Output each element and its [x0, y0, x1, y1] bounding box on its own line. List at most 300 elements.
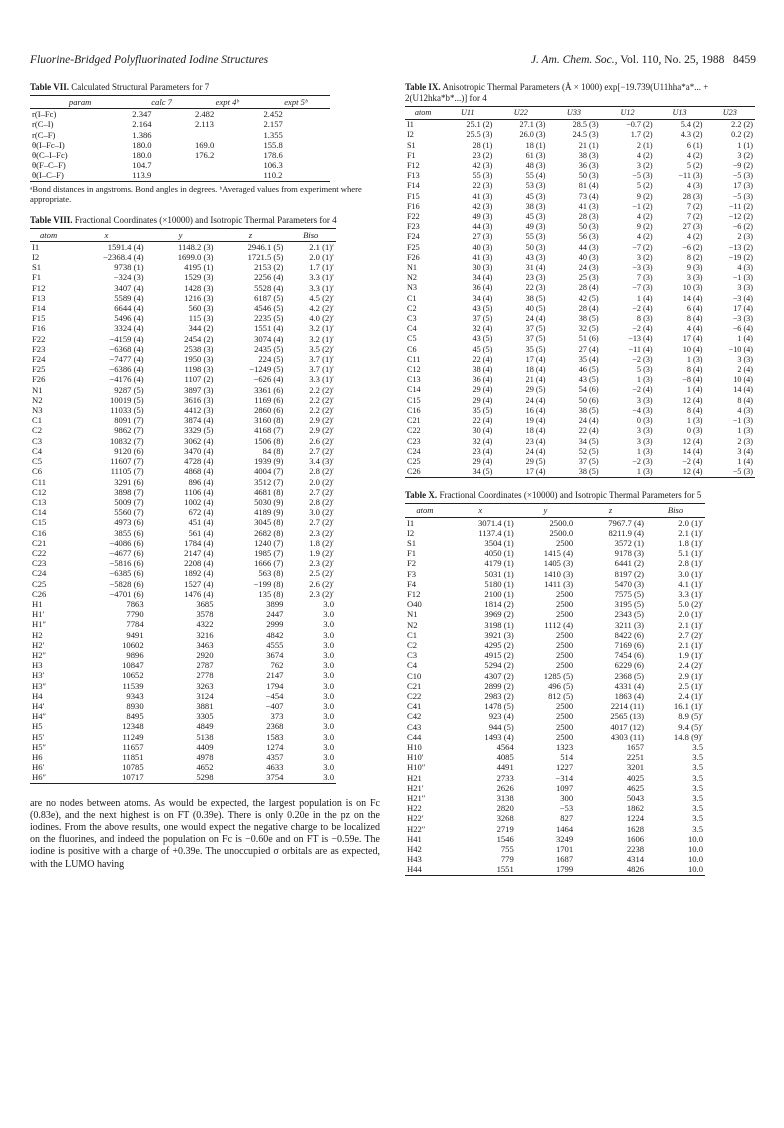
- table9-cell: 3 (3): [737, 283, 753, 293]
- table10-cell: 2983 (2): [484, 690, 514, 701]
- table8-cell: 7863: [126, 598, 144, 609]
- table8-cell: C14: [32, 507, 47, 518]
- table-row: [30, 140, 330, 150]
- table-row: [405, 416, 755, 426]
- table8-cell: C15: [32, 517, 47, 528]
- table9-cell: F24: [407, 232, 420, 242]
- table10-cell: 3195 (5): [614, 599, 645, 610]
- table9-cell: 2 (3): [737, 232, 753, 242]
- table9-cell: F14: [407, 181, 420, 191]
- table7-cell: 104.7: [132, 160, 152, 171]
- table8-cell: 3.0: [323, 721, 334, 732]
- table9-cell: 23 (4): [525, 436, 546, 446]
- table-row: [30, 170, 330, 181]
- table9-cell: 3 (2): [636, 252, 653, 262]
- table-row: [30, 395, 336, 405]
- table-row: [30, 272, 336, 282]
- table-row: [30, 241, 336, 252]
- table-row: [405, 681, 705, 691]
- table8-cell: 4.5 (2)′: [309, 292, 334, 303]
- table-row: [30, 589, 336, 599]
- table10-cell: 2.1 (1)′: [678, 527, 703, 538]
- table9-cell: −8 (4): [682, 375, 703, 385]
- table10-cell: 8.9 (5)′: [678, 711, 703, 722]
- table9-cell: 2 (3): [737, 436, 753, 446]
- table10-cell: I2: [407, 527, 415, 538]
- table-row: [30, 711, 336, 721]
- table9-header-cell: U12: [601, 107, 655, 120]
- table10-cell: 2214 (11): [610, 701, 645, 712]
- table-row: [405, 426, 755, 436]
- table9-header-cell: U23: [705, 107, 755, 120]
- table8-cell: 451 (4): [188, 517, 214, 528]
- table-row: [30, 670, 336, 680]
- table10-cell: 4050 (1): [484, 548, 514, 559]
- table8-cell: 2147: [266, 670, 284, 681]
- table8-cell: 4978: [196, 751, 214, 762]
- table10-cell: 2500: [555, 721, 574, 732]
- table9-cell: 10 (4): [682, 344, 703, 354]
- table9-cell: 34 (4): [472, 293, 493, 303]
- table8-cell: −324 (3): [113, 272, 144, 283]
- table8-cell: 4.0 (2)′: [309, 313, 334, 324]
- table9-cell: 3 (3): [636, 436, 653, 446]
- table10-cell: H22″: [407, 823, 426, 834]
- table10-cell: 3211 (3): [614, 619, 645, 630]
- table9-cell: −11 (4): [628, 344, 653, 354]
- table8-cell: 7790: [126, 609, 144, 620]
- table-row: [405, 752, 705, 762]
- table7-cell: 2.164: [132, 119, 152, 130]
- table9-cell: 41 (3): [578, 201, 599, 211]
- table8-cell: 7784: [126, 619, 144, 630]
- table9-cell: 40 (5): [525, 303, 546, 313]
- table9-cell: 27 (3): [472, 232, 493, 242]
- table10-cell: 3.0 (1)′: [678, 568, 703, 579]
- table9-cell: 43 (3): [525, 252, 546, 262]
- table8-cell: 672 (4): [188, 507, 214, 518]
- table8-cell: −1249 (5): [249, 364, 284, 375]
- table-row: [405, 599, 705, 609]
- table9-cell: 8 (4): [737, 395, 753, 405]
- table8-cell: 2.3 (2)′: [309, 527, 334, 538]
- table8-cell: 8495: [126, 711, 144, 722]
- table10-cell: 3.5: [692, 813, 703, 824]
- table8-cell: 563 (8): [258, 568, 284, 579]
- table8-cell: 11851: [122, 751, 144, 762]
- table10-cell: 3.5: [692, 752, 703, 763]
- table9-header-cell: U33: [547, 107, 600, 120]
- table9-cell: 35 (4): [578, 354, 599, 364]
- table9-cell: N3: [407, 283, 418, 293]
- table8-cell: 3074 (4): [254, 333, 284, 344]
- table10-cell: 6441 (2): [614, 558, 645, 569]
- table8-cell: −6386 (4): [109, 364, 144, 375]
- table9-cell: 22 (4): [472, 354, 493, 364]
- table9-cell: 1 (3): [636, 446, 653, 456]
- table9-cell: −11 (2): [728, 201, 753, 211]
- table8-cell: C26: [32, 588, 47, 599]
- table-row: [30, 283, 336, 293]
- table9-cell: C15: [407, 395, 421, 405]
- table8-cell: 3.2 (1)′: [309, 333, 334, 344]
- table-row: [405, 722, 705, 732]
- table7-cell: 110.2: [261, 170, 330, 181]
- table-row: [30, 415, 336, 425]
- table8-cell: H6″: [30, 772, 67, 783]
- table8-cell: C16: [32, 527, 47, 538]
- table10-cell: C42: [407, 711, 422, 722]
- journal-citation: [531, 54, 756, 66]
- table9-cell: 7 (2): [686, 201, 703, 211]
- table9-cell: 35 (5): [472, 405, 493, 415]
- table8-cell: 9343: [126, 690, 144, 701]
- table9-cell: 38 (4): [472, 365, 493, 375]
- table8-cell: 2208 (4): [184, 558, 214, 569]
- table-row: [405, 517, 705, 528]
- table9-cell: I1: [407, 120, 414, 130]
- table-row: [405, 671, 705, 681]
- table9-cell: 23 (3): [525, 273, 546, 283]
- table8-cell: −199 (8): [253, 578, 284, 589]
- table10-cell: C21: [407, 680, 422, 691]
- table-row: [405, 783, 705, 793]
- table8-cell: C25: [32, 578, 47, 589]
- table-row: [405, 773, 705, 783]
- table9-cell: −3 (3): [732, 314, 753, 324]
- table10-cell: 14.8 (9)′: [673, 731, 703, 742]
- table9-cell: 5 (2): [686, 161, 703, 171]
- table9-cell: 27.1 (3): [519, 120, 546, 130]
- table10-cell: 1097: [555, 782, 574, 793]
- table9-cell: 17 (3): [733, 181, 753, 191]
- table9-cell: S1: [407, 140, 416, 150]
- table9-cell: 41 (3): [472, 252, 493, 262]
- table7-cell: 2.482: [194, 109, 215, 120]
- table8-cell: H5: [32, 721, 43, 732]
- table9-cell: 37 (5): [472, 314, 493, 324]
- table-row: [405, 864, 705, 875]
- table-row: [30, 681, 336, 691]
- table9-cell: 36 (4): [472, 283, 493, 293]
- table9-cell: C4: [407, 324, 417, 334]
- right-column: [405, 82, 757, 876]
- table10-cell: 3249: [555, 833, 574, 844]
- table-row: [405, 620, 705, 630]
- table9-cell: 29 (4): [472, 385, 493, 395]
- table8-cell: 5009 (7): [114, 496, 144, 507]
- table8-cell: 1107 (2): [184, 374, 214, 385]
- table-row: [30, 344, 336, 354]
- table-row: [405, 406, 755, 416]
- table10-cell: 3.5: [692, 803, 703, 814]
- table9-cell: −4 (3): [632, 405, 653, 415]
- table9-cell: 38 (5): [525, 293, 546, 303]
- table8-cell: 2.2 (2)′: [309, 394, 334, 405]
- table10-cell: 2.4 (1)′: [678, 690, 703, 701]
- table9-cell: 48 (3): [525, 161, 546, 171]
- table-row: [405, 273, 755, 283]
- table10-cell: 5043: [626, 793, 645, 803]
- table8-cell: 344 (2): [188, 323, 214, 334]
- table7-cell: 2.452: [263, 109, 283, 120]
- table9-cell: 29 (5): [525, 385, 546, 395]
- table10-cell: 2500.0: [549, 527, 574, 538]
- table10-cell: 4.1 (1)′: [678, 578, 703, 589]
- table9-cell: 28 (3): [682, 191, 703, 201]
- table9-cell: −2 (4): [632, 324, 653, 334]
- table9-cell: −3 (4): [732, 293, 753, 303]
- table-row: [405, 701, 705, 711]
- table9-cell: C21: [407, 416, 421, 426]
- table8-cell: 11105 (7): [110, 466, 144, 477]
- table10-cell: 3.5: [692, 762, 703, 773]
- table9-cell: 8 (2): [686, 252, 703, 262]
- table8-cell: 3216: [196, 629, 214, 640]
- table-row: [405, 691, 705, 701]
- table9-cell: 49 (3): [525, 222, 546, 232]
- table8-cell: 3.0: [323, 711, 334, 722]
- table10-cell: 2343 (5): [614, 609, 645, 620]
- table9-cell: −3 (3): [632, 263, 653, 273]
- table9-cell: 36 (3): [578, 161, 599, 171]
- table10-cell: 5470 (3): [614, 578, 645, 589]
- table8-cell: 3.0: [323, 680, 334, 691]
- table8-cell: −4677 (6): [109, 547, 144, 558]
- table-row: [405, 813, 705, 823]
- table10-cell: C10: [407, 670, 422, 681]
- table9-cell: 14 (4): [682, 446, 703, 456]
- table10-cell: 4564: [496, 741, 514, 752]
- table9-cell: 22 (3): [472, 181, 493, 191]
- table9-cell: 32 (4): [472, 324, 493, 334]
- table-row: [405, 181, 755, 191]
- table9-cell: 28 (1): [472, 140, 493, 150]
- table9-cell: 17 (4): [682, 334, 703, 344]
- table9-cell: F13: [407, 171, 420, 181]
- table10-caption: Table X. Fractional Coordinates (×10000) and Isotropic Thermal Parameters for 5: [405, 490, 702, 501]
- table10-cell: 496 (5): [548, 680, 574, 691]
- table10-cell: 2500: [555, 711, 574, 722]
- table-row: [30, 405, 336, 415]
- table8-cell: 10847: [122, 660, 144, 671]
- table8-cell: 1106 (4): [184, 486, 214, 497]
- table8-cell: 3291 (6): [114, 476, 144, 487]
- table10-cell: 2500: [555, 660, 574, 671]
- table8-cell: 3263: [196, 680, 214, 691]
- table-row: [405, 202, 755, 212]
- table-row: [405, 711, 705, 721]
- table10-cell: H10: [407, 741, 422, 752]
- table9-cell: 0 (3): [636, 416, 653, 426]
- table10-cell: 1701: [555, 844, 574, 855]
- table10-cell: H44: [405, 864, 445, 875]
- table8-cell: 1476 (4): [184, 588, 214, 599]
- table8-cell: 2682 (8): [254, 527, 284, 538]
- table10-cell: 1628: [626, 823, 645, 834]
- table9-cell: 52 (5): [578, 446, 599, 456]
- table8-cell: 3.0: [323, 731, 334, 742]
- table8-cell: 5496 (4): [114, 313, 144, 324]
- table9-cell: 38 (5): [578, 405, 599, 415]
- table9-cell: −6 (2): [732, 222, 753, 232]
- table8-cell: 2.9 (2)′: [309, 415, 334, 426]
- table7-cell: r(C–F): [32, 129, 56, 140]
- table8-cell: 3685: [196, 598, 214, 609]
- table9-cell: 4 (3): [737, 405, 753, 415]
- table9-cell: 14 (4): [733, 385, 753, 395]
- table-row: [405, 742, 705, 752]
- table8-cell: 4168 (7): [254, 425, 284, 436]
- table8-cell: 5560 (7): [114, 507, 144, 518]
- table8-cell: 3899: [266, 598, 284, 609]
- table9-cell: −11 (3): [678, 171, 703, 181]
- table8-cell: N1: [32, 384, 43, 395]
- journal-name: J. Am. Chem. Soc.,: [530, 54, 618, 66]
- table10-cell: 7967.7 (4): [608, 517, 645, 528]
- table-row: [30, 334, 336, 344]
- table8-cell: 1002 (4): [184, 496, 214, 507]
- table10-cell: H21: [407, 772, 422, 783]
- table9-cell: 50 (3): [525, 242, 546, 252]
- table9-cell: 3 (3): [636, 395, 653, 405]
- table7-cell: [193, 160, 262, 170]
- table10-cell: 2.5 (1)′: [678, 680, 703, 691]
- table8-cell: 9491: [126, 629, 144, 640]
- table9-cell: 44 (3): [578, 242, 599, 252]
- table10-cell: C41: [407, 701, 422, 712]
- table10-cell: F1: [407, 548, 417, 559]
- table9-cell: C14: [407, 385, 421, 395]
- table-row: [405, 569, 705, 579]
- table10-cell: 1405 (3): [543, 558, 574, 569]
- table8-cell: 10785: [122, 762, 144, 773]
- table10-cell: 1551: [445, 864, 516, 875]
- table8-cell: 3062 (4): [184, 435, 214, 446]
- table8-cell: H2′: [32, 639, 45, 650]
- table8-cell: F14: [32, 303, 46, 314]
- table9-cell: 23 (2): [472, 150, 493, 160]
- table10-cell: 2368 (5): [614, 670, 645, 681]
- table10-cell: 2719: [496, 823, 514, 834]
- table8-cell: 2256 (4): [254, 272, 284, 283]
- table9-cell: 55 (3): [525, 232, 546, 242]
- table9-cell: 37 (5): [578, 456, 599, 466]
- table8-cell: 3124: [196, 690, 214, 701]
- table8-cell: 2778: [196, 670, 214, 681]
- table8-cell: 3754: [216, 772, 286, 783]
- table8-cell: 3.0: [323, 598, 334, 609]
- table8-cell: C1: [32, 415, 43, 426]
- table9-cell: 23 (4): [472, 446, 493, 456]
- table9-cell: 4 (2): [636, 232, 653, 242]
- table8-cell: 1.8 (2)′: [309, 537, 334, 548]
- table8-cell: 4868 (4): [184, 466, 214, 477]
- table10-cell: 2.1 (1)′: [678, 639, 703, 650]
- table9-cell: 41 (3): [472, 191, 493, 201]
- table9-cell: 3 (3): [636, 426, 653, 436]
- table8-cell: H3′: [32, 670, 45, 681]
- table8-cell: 4322: [196, 619, 214, 630]
- table10-cell: 3268: [496, 813, 514, 824]
- table10-cell: 2251: [626, 752, 645, 763]
- table-row: [405, 120, 755, 131]
- table8-cell: 3160 (8): [254, 415, 284, 426]
- table10-cell: 755: [500, 844, 514, 855]
- table8-cell: 3.0: [323, 660, 334, 671]
- table10-cell: 1493 (4): [484, 731, 514, 742]
- table7-cell: 106.3: [263, 160, 283, 171]
- table8-cell: 3463: [196, 639, 214, 650]
- table-row: [405, 355, 755, 365]
- table9-cell: 12 (4): [682, 395, 703, 405]
- table8-cell: 4546 (5): [254, 303, 284, 314]
- table8-cell: F12: [32, 282, 46, 293]
- table9-cell: C5: [407, 334, 417, 344]
- table8-header-cell: Biso: [285, 228, 336, 241]
- table9-header-cell: U11: [441, 107, 494, 120]
- table8-cell: C23: [32, 558, 47, 569]
- table8-cell: 1240 (7): [254, 537, 284, 548]
- table9-header-cell: atom: [405, 107, 441, 120]
- table8-cell: 2.0 (2)′: [309, 476, 334, 487]
- table9-header-cell: U22: [494, 107, 547, 120]
- table8-cell: 1950 (3): [184, 354, 214, 365]
- table9-cell: 10 (4): [733, 375, 753, 385]
- table9-cell: 1 (3): [737, 426, 753, 436]
- table9-cell: −13 (2): [728, 242, 753, 252]
- table8-cell: 1148.2 (3): [178, 241, 214, 252]
- table9-cell: 18 (4): [525, 426, 546, 436]
- table9-cell: N2: [407, 273, 418, 283]
- table8-cell: 2454 (2): [184, 333, 214, 344]
- table9-cell: 17 (4): [525, 354, 546, 364]
- table8-cell: 3407 (4): [114, 282, 144, 293]
- table-row: [30, 130, 330, 140]
- table8-cell: 9862 (7): [114, 425, 144, 436]
- table7-cell: [193, 170, 262, 181]
- table9-cell: 55 (4): [525, 171, 546, 181]
- table8-cell: 2.9 (2)′: [309, 425, 334, 436]
- table8-cell: 762: [270, 660, 284, 671]
- table8-cell: 2.1 (1)′: [309, 241, 334, 252]
- table8-cell: C3: [32, 435, 43, 446]
- table9-cell: 26.0 (3): [519, 130, 546, 140]
- table10-cell: H10′: [407, 752, 424, 763]
- table8-cell: H4″: [32, 711, 47, 722]
- table8-cell: 3.4 (3)′: [309, 456, 334, 467]
- table10-cell: 3201: [626, 762, 645, 773]
- table-row: [30, 579, 336, 589]
- table8-cell: H5′: [32, 731, 45, 742]
- table9-cell: 28 (3): [578, 212, 599, 222]
- table8-cell: 3.5 (2)′: [309, 343, 334, 354]
- table10-cell: 1415 (4): [543, 548, 574, 559]
- table8-cell: 2999: [266, 619, 284, 630]
- table10-cell: 3138: [496, 793, 514, 803]
- table9-cell: 1 (3): [686, 416, 703, 426]
- table9: [405, 106, 755, 478]
- table8-cell: H3″: [32, 680, 47, 691]
- table10-cell: 2820: [496, 803, 514, 814]
- table9-cell: 37 (5): [525, 334, 546, 344]
- table8-cell: N2: [32, 394, 43, 405]
- table8-cell: 3.7 (1)′: [309, 364, 334, 375]
- left-column: [30, 82, 387, 871]
- table-row: [30, 262, 336, 272]
- table10-cell: 2.0 (1)′: [678, 517, 703, 528]
- table10-cell: 3.5: [692, 793, 703, 803]
